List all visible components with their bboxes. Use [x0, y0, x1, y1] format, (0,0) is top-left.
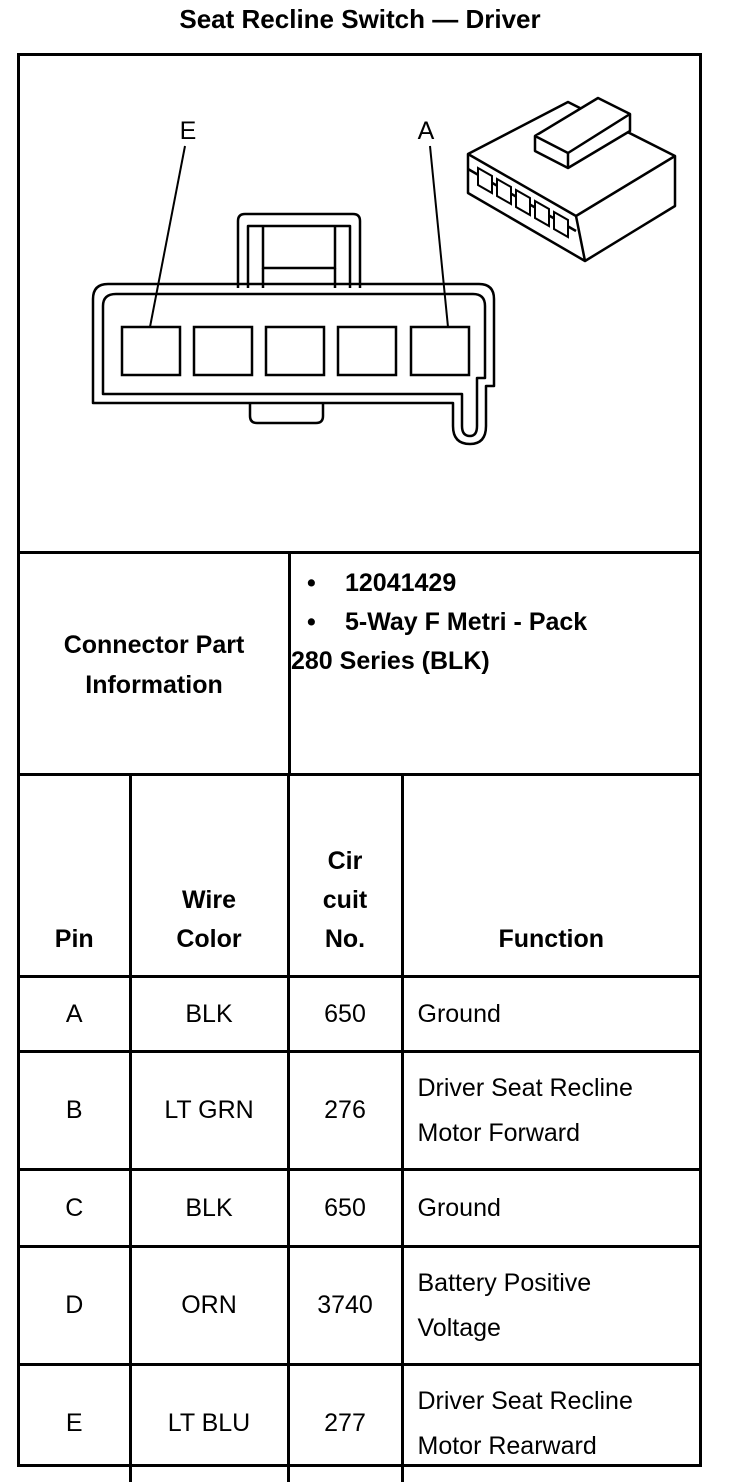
connector-bottom-tab	[250, 403, 323, 423]
cavity-a	[411, 327, 469, 375]
leader-line-a	[430, 146, 448, 327]
circuit-no-cell: 650	[288, 1170, 402, 1247]
circuit-no-cell: 276	[288, 1052, 402, 1170]
pin-cell: A	[20, 977, 130, 1052]
cavity-b	[338, 327, 396, 375]
pin-cell: D	[20, 1247, 130, 1365]
wire-color-cell: ORN	[130, 1247, 288, 1365]
wire-color-cell: BLK	[130, 977, 288, 1052]
cavity-c	[266, 327, 324, 375]
table-row	[20, 1170, 699, 1247]
bullet-icon: •	[307, 608, 316, 636]
function-cell: Ground	[402, 1170, 699, 1247]
cavity-d	[194, 327, 252, 375]
connector-type-text: 5-Way F Metri - Pack	[345, 608, 588, 636]
table-row	[20, 1052, 699, 1170]
part-number-text: 12041429	[345, 569, 457, 597]
connector-sheet	[17, 53, 702, 1467]
cavity-e	[122, 327, 180, 375]
connector-type	[291, 603, 691, 642]
pin-cell: E	[20, 1365, 130, 1482]
header-circuit-no: Cir cuit No.	[288, 776, 402, 977]
pin-cell: C	[20, 1170, 130, 1247]
wire-color-cell: LT GRN	[130, 1052, 288, 1170]
circuit-no-cell: 277	[288, 1365, 402, 1482]
header-pin: Pin	[20, 776, 130, 977]
header-wire-color: Wire Color	[130, 776, 288, 977]
header-function: Function	[402, 776, 699, 977]
pin-cell: B	[20, 1052, 130, 1170]
circuit-no-cell: 650	[288, 977, 402, 1052]
connector-face-drawing	[20, 56, 699, 551]
leader-line-e	[150, 146, 185, 327]
table-row	[20, 1365, 699, 1482]
wire-color-cell: BLK	[130, 1170, 288, 1247]
table-header-row	[20, 776, 699, 977]
wire-color-cell: LT BLU	[130, 1365, 288, 1482]
function-cell: Driver Seat Recline Motor Rearward	[402, 1365, 699, 1482]
connector-diagram	[20, 56, 699, 554]
connector-part-number	[291, 564, 691, 603]
connector-info-values	[291, 564, 691, 681]
function-cell: Ground	[402, 977, 699, 1052]
function-cell: Battery Positive Voltage	[402, 1247, 699, 1365]
pinout-table	[20, 776, 699, 1482]
table-row	[20, 1247, 699, 1365]
label-e: E	[179, 117, 197, 145]
circuit-no-cell: 3740	[288, 1247, 402, 1365]
label-a: A	[417, 117, 435, 145]
function-cell: Driver Seat Recline Motor Forward	[402, 1052, 699, 1170]
page-title: Seat Recline Switch — Driver	[179, 4, 541, 34]
table-row	[20, 977, 699, 1052]
connector-series-text: 280 Series (BLK)	[291, 647, 490, 675]
connector-info-label: Connector Part Information	[20, 554, 291, 776]
bullet-icon: •	[307, 569, 316, 597]
